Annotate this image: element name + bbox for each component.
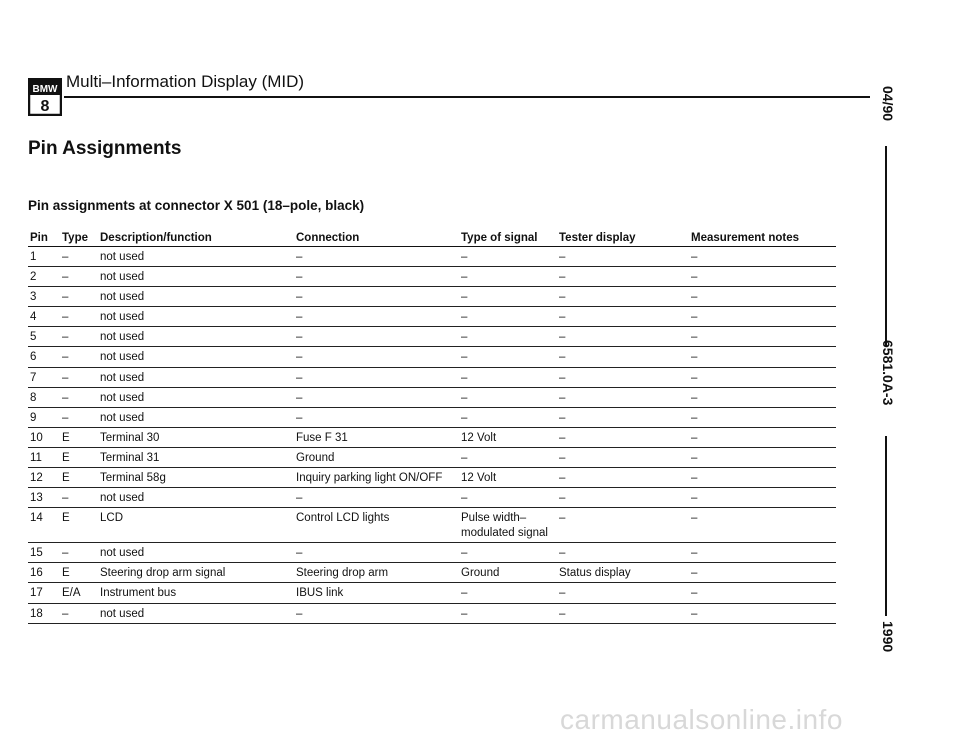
table-cell: 6 [30,351,37,364]
table-row [28,327,836,347]
table-cell: – [559,411,566,424]
table-cell: – [461,451,468,464]
table-cell: – [461,331,468,344]
table-cell: – [559,391,566,404]
table-cell: 16 [30,567,43,580]
table-cell: – [559,291,566,304]
table-cell: – [461,411,468,424]
table-cell: Inquiry parking light ON/OFF [296,472,443,485]
table-cell: – [62,351,69,364]
column-header: Connection [296,232,360,244]
table-cell: E [62,472,70,485]
table-body [28,247,836,624]
table-cell: Terminal 30 [100,431,160,444]
table-cell: not used [100,351,145,364]
table-cell: not used [100,607,145,620]
table-cell: – [559,587,566,600]
table-cell: – [559,607,566,620]
table-cell: not used [100,411,145,424]
side-margin [872,86,902,666]
table-cell: E [62,567,70,580]
table-cell: – [62,391,69,404]
table-cell: E [62,451,70,464]
table-cell: – [461,607,468,620]
column-header: Pin [30,232,48,244]
table-cell: – [296,371,303,384]
bmw-8-logo [28,78,62,116]
table-cell: – [691,587,698,600]
table-cell: IBUS link [296,587,344,600]
table-cell: 11 [30,451,42,464]
table-cell: – [62,291,69,304]
table-cell: not used [100,547,145,560]
table-cell: – [296,351,303,364]
pin-table [28,228,836,624]
column-header: Type of signal [461,232,538,244]
table-cell: 10 [30,431,43,444]
table-header [28,228,836,247]
table-cell: – [62,331,69,344]
table-cell: 7 [30,371,37,384]
table-cell: – [559,271,566,284]
table-row [28,247,836,267]
header-title: Multi–Information Display (MID) [66,72,305,91]
table-cell: – [691,607,698,620]
table-cell: 8 [30,391,37,404]
table-cell: – [296,547,303,560]
table-cell: Terminal 58g [100,472,166,485]
table-cell: – [62,251,69,263]
table-row [28,388,836,408]
table-cell: – [691,331,698,344]
column-header: Type [62,232,88,244]
table-cell: – [62,607,69,620]
table-cell: – [691,251,698,263]
table-cell: – [461,351,468,364]
column-header: Description/function [100,232,212,244]
table-cell: – [691,271,698,284]
table-cell: – [559,451,566,464]
table-row [28,408,836,428]
logo-bottom-text: 8 [40,98,50,115]
table-cell: 3 [30,291,37,304]
table-cell: – [296,492,303,505]
table-cell: Fuse F 31 [296,431,348,444]
table-cell: – [296,271,303,284]
table-cell: – [691,371,698,384]
table-cell: – [461,371,468,384]
table-cell: – [691,351,698,364]
table-cell: – [691,492,698,505]
table-cell: – [691,291,698,304]
table-cell: – [559,512,566,525]
table-cell: not used [100,391,145,404]
side-doc-number: 6581.0A-3 [880,340,896,406]
table-cell: – [296,411,303,424]
table-row [28,508,836,543]
table-row [28,368,836,388]
table-cell: – [296,391,303,404]
table-cell: – [691,411,698,424]
table-cell: 5 [30,331,37,344]
table-row [28,347,836,367]
table-cell: LCD [100,512,124,525]
table-cell: 17 [30,587,43,600]
table-cell: not used [100,291,145,304]
table-cell: – [461,291,468,304]
table-cell: – [62,371,69,384]
table-cell: not used [100,371,145,384]
table-cell: – [296,331,303,344]
table-cell: 9 [30,411,37,424]
table-cell: – [461,391,468,404]
table-row [28,448,836,468]
table-cell: 4 [30,311,37,324]
table-cell: – [62,492,69,505]
table-row [28,604,836,624]
side-year: 1990 [880,621,896,653]
table-cell: – [461,587,468,600]
table-cell: – [296,251,303,263]
side-rule [885,436,887,616]
table-row [28,267,836,287]
table-cell: Control LCD lights [296,512,390,525]
table-cell: not used [100,251,145,263]
table-cell: – [559,472,566,485]
table-cell: – [691,311,698,324]
table-row [28,468,836,488]
table-cell: – [691,512,698,525]
header-rule [64,96,870,98]
table-row [28,543,836,563]
table-cell: 18 [30,607,43,620]
table-cell: – [62,311,69,324]
table-cell: E [62,431,70,444]
table-cell: – [691,451,698,464]
logo-top-text: BMW [32,84,58,95]
table-cell: – [559,331,566,344]
table-cell: 1 [30,251,37,263]
table-cell: – [559,351,566,364]
table-cell: – [691,391,698,404]
table-cell: – [559,547,566,560]
table-cell: Ground [461,567,500,580]
table-cell: – [461,311,468,324]
table-cell: E/A [62,587,81,600]
table-cell: 12 Volt [461,431,497,444]
table-cell: – [559,251,566,263]
table-cell: 14 [30,512,43,525]
table-cell: Ground [296,451,335,464]
footer-watermark: carmanualsonline.info [560,704,843,735]
table-cell: – [62,271,69,284]
section-title: Pin assignments at connector X 501 (18–pole, black) [28,198,365,213]
table-cell: – [461,251,468,263]
table-cell: 15 [30,547,43,560]
column-header: Tester display [559,232,636,244]
side-rule [885,146,887,346]
table-cell: not used [100,271,145,284]
table-cell: – [691,567,698,580]
table-cell: – [559,492,566,505]
table-cell: 13 [30,492,43,505]
table-cell: not used [100,331,145,344]
table-cell: – [691,472,698,485]
table-cell: 2 [30,271,37,284]
table-cell: – [691,547,698,560]
table-cell: – [296,607,303,620]
table-row [28,583,836,603]
table-cell: – [559,371,566,384]
table-cell: – [62,411,69,424]
table-cell: – [461,271,468,284]
table-cell: – [559,311,566,324]
table-cell: – [62,547,69,560]
table-row [28,563,836,583]
table-cell: Instrument bus [100,587,177,600]
table-row [28,287,836,307]
table-row [28,307,836,327]
table-cell: 12 Volt [461,472,497,485]
table-row [28,488,836,508]
table-cell: – [691,431,698,444]
column-header: Measurement notes [691,232,800,244]
page-title: Pin Assignments [28,138,182,159]
side-date: 04/90 [880,86,896,122]
table-cell: – [559,431,566,444]
table-cell: Steering drop arm signal [100,567,226,580]
table-cell: modulated signal [461,527,548,540]
table-row [28,428,836,448]
table-cell: – [296,291,303,304]
table-cell: Status display [559,567,631,580]
table-cell: – [461,492,468,505]
table-cell: Steering drop arm [296,567,389,580]
table-cell: Terminal 31 [100,451,160,464]
table-cell: not used [100,311,145,324]
table-cell: 12 [30,472,43,485]
table-cell: E [62,512,70,525]
table-cell: – [461,547,468,560]
table-cell: – [296,311,303,324]
table-cell: Pulse width– [461,512,527,525]
table-cell: not used [100,492,145,505]
